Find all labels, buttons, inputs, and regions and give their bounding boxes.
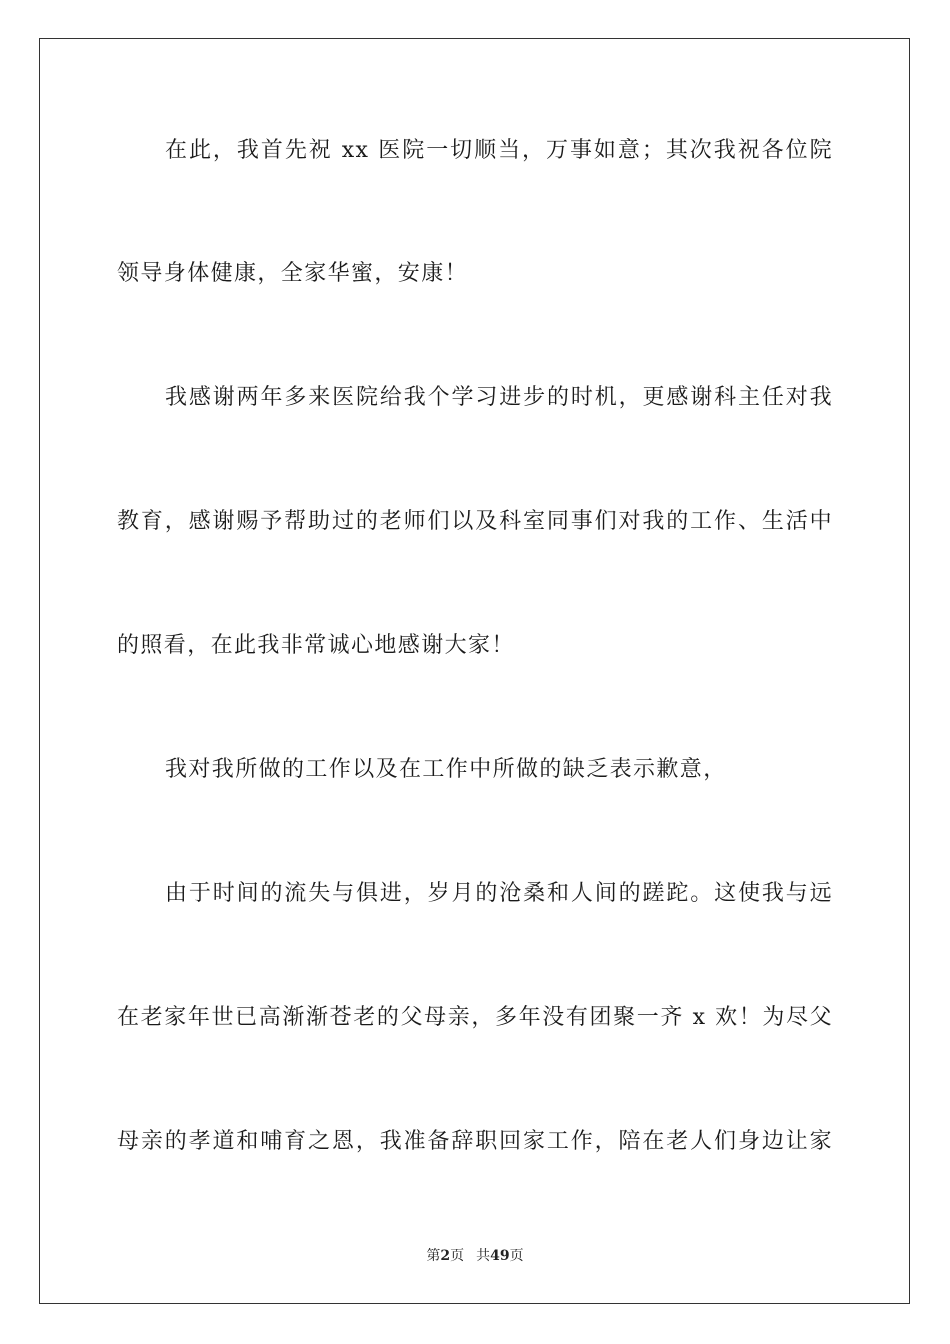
text-line-3: 我感谢两年多来医院给我个学习进步的时机，更感谢科主任对我	[165, 385, 833, 410]
text-line-4: 教育，感谢赐予帮助过的老师们以及科室同事们对我的工作、生活中	[117, 509, 833, 534]
text-line-1: 在此，我首先祝 xx 医院一切顺当，万事如意；其次我祝各位院	[165, 138, 833, 163]
text-line-2: 领导身体健康，全家华蜜，安康！	[117, 261, 469, 286]
total-suffix: 页	[509, 1248, 524, 1264]
text-line-7: 由于时间的流失与俱进，岁月的沧桑和人间的蹉跎。这使我与远	[165, 881, 833, 906]
page-footer	[0, 1247, 950, 1265]
text-line-9: 母亲的孝道和哺育之恩，我准备辞职回家工作，陪在老人们身边让家	[117, 1129, 833, 1154]
text-line-5: 的照看，在此我非常诚心地感谢大家！	[117, 633, 515, 658]
text-line-6: 我对我所做的工作以及在工作中所做的缺乏表示歉意，	[165, 757, 727, 782]
total-prefix: 共	[476, 1248, 491, 1264]
total-pages: 49	[490, 1248, 510, 1264]
page-border	[39, 38, 910, 1304]
page-prefix: 第	[426, 1248, 441, 1264]
page-suffix: 页	[450, 1248, 465, 1264]
text-line-8: 在老家年世已高渐渐苍老的父母亲，多年没有团聚一齐 x 欢！为尽父	[117, 1005, 833, 1030]
page-number: 2	[440, 1248, 451, 1264]
